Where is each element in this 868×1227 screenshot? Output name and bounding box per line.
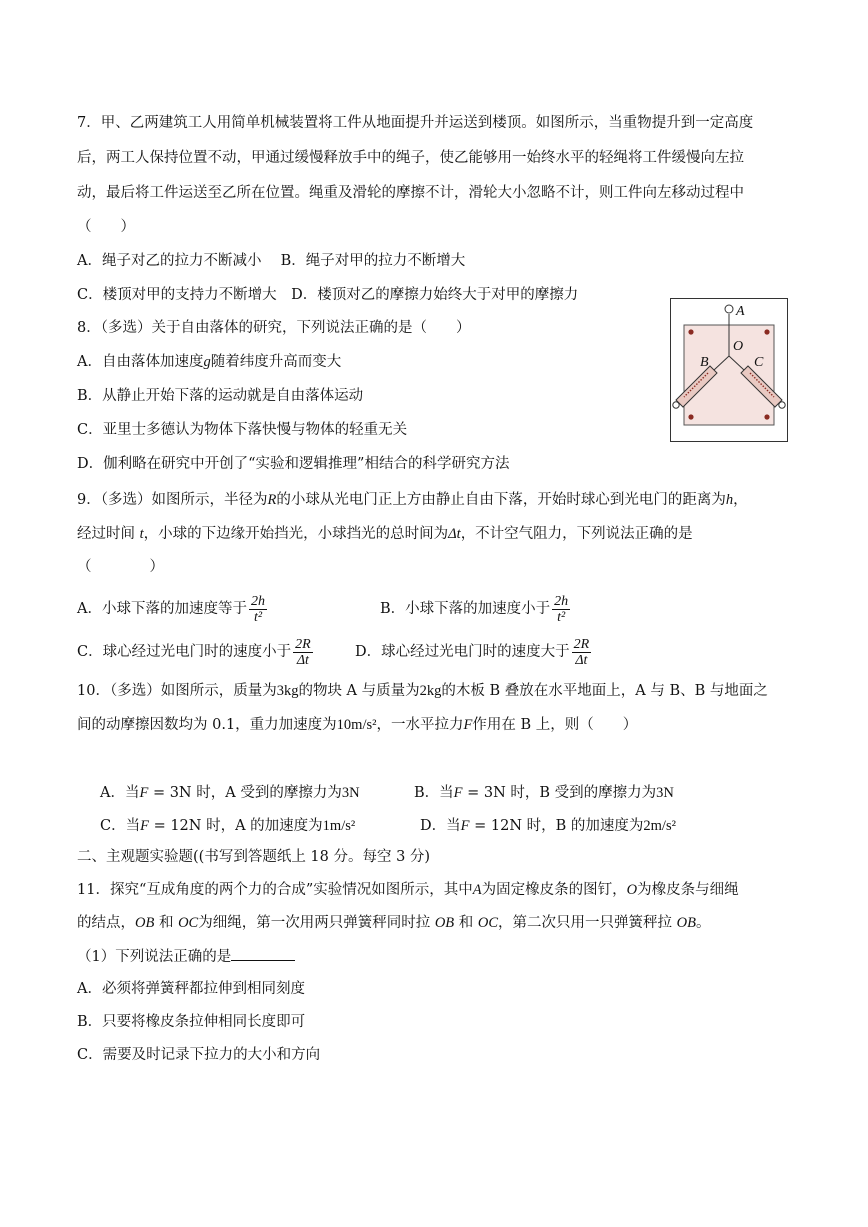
gravity-value: 10m/s²: [336, 717, 377, 733]
q9-option-a-text: A．小球下落的加速度等于: [77, 601, 247, 617]
q8-option-a-post: 随着纬度升高而变大: [210, 354, 342, 370]
var-F: F: [460, 818, 470, 834]
fraction-2R-over-dt: [572, 637, 592, 668]
q9-line2-pre: 经过时间: [77, 526, 135, 542]
q7-line2: 后，两工人保持位置不动，甲通过缓慢释放手中的绳子，使乙能够用一始终水平的轻绳将工件缓慢向左拉: [77, 150, 744, 166]
q11-line2-c: 为细绳，第一次用两只弹簧秤同时拉: [198, 915, 431, 931]
q9-option-c: [77, 633, 315, 671]
var-OB: OB: [434, 915, 455, 931]
board-pin-icon: [764, 414, 769, 419]
var-OB: OB: [135, 915, 155, 931]
q7-options-cd: C．楼顶对甲的支持力不断增大 D．楼顶对乙的摩擦力始终大于对甲的摩擦力: [77, 287, 579, 303]
fraction-numerator: 2h: [554, 593, 569, 609]
force-experiment-figure: [670, 298, 788, 442]
var-g: g: [203, 354, 211, 370]
q10-line1: [77, 681, 768, 701]
q11-line1: [77, 880, 739, 900]
q9-line2-post: ，不计空气阻力，下列说法正确的是: [460, 526, 693, 542]
q9-line1: [77, 490, 748, 510]
var-R: R: [267, 492, 277, 508]
q11-line1-c: 为橡皮条与细绳: [637, 882, 739, 898]
q9-line1-end: ，: [733, 492, 748, 508]
thumbtack-icon: [725, 305, 733, 313]
q10-option-d-c: 2m/s²: [643, 818, 676, 834]
q11-line2-d: 和: [458, 915, 474, 931]
board-pin-icon: [764, 329, 769, 334]
fraction-2R-over-dt: [293, 637, 313, 668]
var-t: t: [139, 526, 144, 542]
fraction-2h-over-t2: [552, 594, 570, 625]
q11-option-b: B．只要将橡皮条拉伸相同长度即可: [77, 1014, 306, 1030]
q8-stem: 8．（多选）关于自由落体的研究，下列说法正确的是（ ）: [77, 320, 471, 336]
q10-line2-b: ，一水平拉力: [376, 717, 464, 733]
var-F: F: [139, 785, 149, 801]
q10-option-d-b: = 12N 时，B 的加速度为: [474, 818, 644, 834]
q10-option-d-a: D．当: [420, 818, 461, 834]
q11-line2-a: 的结点，: [77, 915, 135, 931]
q8-option-d: D．伽利略在研究中开创了“实验和逻辑推理”相结合的科学研究方法: [77, 456, 510, 472]
q9-option-a: [77, 590, 269, 628]
board-pin-icon: [688, 329, 693, 334]
label-b: B: [700, 355, 709, 370]
var-OB: OB: [676, 915, 696, 931]
q9-line1-mid: 的小球从光电门正上方由静止自由下落，开始时球心到光电门的距离为: [276, 492, 726, 508]
q8-option-a: [77, 352, 341, 372]
answer-blank[interactable]: [231, 946, 295, 961]
q10-option-c-a: C．当: [100, 818, 141, 834]
q10-line2-c: 作用在 B 上，则（ ）: [472, 717, 638, 733]
q11-line2: [77, 913, 711, 933]
q10-line2: [77, 715, 637, 735]
q10-line1-b: 的物块 A 与质量为: [298, 683, 420, 699]
q10-option-b-c: 3N: [656, 785, 674, 801]
q10-line1-a: 10．（多选）如图所示，质量为: [77, 683, 277, 699]
q11-option-c: C．需要及时记录下拉力的大小和方向: [77, 1047, 321, 1063]
label-o: O: [733, 339, 744, 354]
fraction-numerator: 2R: [573, 636, 590, 652]
q10-line2-a: 间的动摩擦因数均为 0.1，重力加速度为: [77, 717, 337, 733]
q7-options-ab: A．绳子对乙的拉力不断减小 B．绳子对甲的拉力不断增大: [77, 253, 466, 269]
q11-sub1-text: （1）下列说法正确的是: [77, 949, 232, 965]
q9-line2: [77, 524, 693, 544]
q11-line2-b: 和: [158, 915, 174, 931]
q8-option-a-pre: A．自由落体加速度: [77, 354, 204, 370]
var-O: O: [626, 882, 638, 898]
fraction-2h-over-t2: [249, 594, 267, 625]
label-a: A: [736, 304, 745, 319]
q10-option-a-a: A．当: [100, 785, 140, 801]
label-c: C: [754, 355, 764, 370]
q9-option-d: [355, 633, 593, 671]
q11-option-a: A．必须将弹簧秤都拉伸到相同刻度: [77, 981, 305, 997]
q9-option-d-text: D．球心经过光电门时的速度大于: [355, 644, 570, 660]
q8-option-b: B．从静止开始下落的运动就是自由落体运动: [77, 388, 364, 404]
board-pin-icon: [688, 414, 693, 419]
q9-option-b: [380, 590, 572, 628]
fraction-denominator: t²: [253, 609, 263, 625]
q10-option-a-b: = 3N 时，A 受到的摩擦力为: [152, 785, 342, 801]
q10-line1-c: 的木板 B 叠放在水平地面上，A 与 B、B 与地面之: [441, 683, 768, 699]
q10-option-b-a: B．当: [414, 785, 454, 801]
q9-paren: （ ）: [77, 559, 164, 575]
fraction-numerator: 2h: [250, 593, 265, 609]
q11-sub1: [77, 946, 295, 967]
q9-line1-pre: 9．（多选）如图所示，半径为: [77, 492, 268, 508]
fraction-numerator: 2R: [295, 636, 311, 652]
q10-option-c-b: = 12N 时，A 的加速度为: [153, 818, 323, 834]
var-A: A: [472, 882, 482, 898]
mass-a: 3kg: [276, 683, 299, 699]
q9-line2-mid: ，小球的下边缘开始挡光，小球挡光的总时间为: [143, 526, 449, 542]
q10-option-b-b: = 3N 时，B 受到的摩擦力为: [467, 785, 657, 801]
var-OC: OC: [477, 915, 499, 931]
var-F: F: [463, 717, 473, 733]
q8-option-c: C．亚里士多德认为物体下落快慢与物体的轻重无关: [77, 422, 408, 438]
var-delta-t: Δt: [448, 526, 461, 542]
q11-line2-e: ，第二次只用一只弹簧秤拉: [498, 915, 673, 931]
q11-line2-f: 。: [696, 915, 711, 931]
fraction-denominator: Δt: [296, 652, 309, 668]
q10-option-c: [100, 816, 355, 836]
q10-option-c-c: 1m/s²: [322, 818, 356, 834]
q7-line3: 动，最后将工件运送至乙所在位置。绳重及滑轮的摩擦不计，滑轮大小忽略不计，则工件向左移动过程中: [77, 185, 744, 201]
mass-b: 2kg: [419, 683, 442, 699]
q10-option-a-c: 3N: [341, 785, 360, 801]
q7-paren: （ ）: [77, 219, 135, 235]
q10-option-a: [100, 783, 360, 803]
q11-line1-b: 为固定橡皮条的图钉，: [481, 882, 627, 898]
q11-line1-a: 11．探究“互成角度的两个力的合成”实验情况如图所示，其中: [77, 882, 473, 898]
var-F: F: [140, 818, 149, 834]
q9-option-c-text: C．球心经过光电门时的速度小于: [77, 644, 292, 660]
q10-option-b: [414, 783, 674, 803]
q10-option-d: [420, 816, 676, 836]
q9-option-b-text: B．小球下落的加速度小于: [380, 601, 551, 617]
var-h: h: [725, 492, 734, 508]
q7-line1: 7．甲、乙两建筑工人用简单机械装置将工件从地面提升并运送到楼顶。如图所示，当重物提升到一定高度: [77, 115, 754, 131]
var-F: F: [453, 785, 463, 801]
fraction-denominator: Δt: [575, 652, 588, 668]
section-heading: 二、主观题实验题((书写到答题纸上 18 分。每空 3 分): [77, 849, 431, 865]
fraction-denominator: t²: [557, 609, 566, 625]
var-OC: OC: [178, 915, 199, 931]
